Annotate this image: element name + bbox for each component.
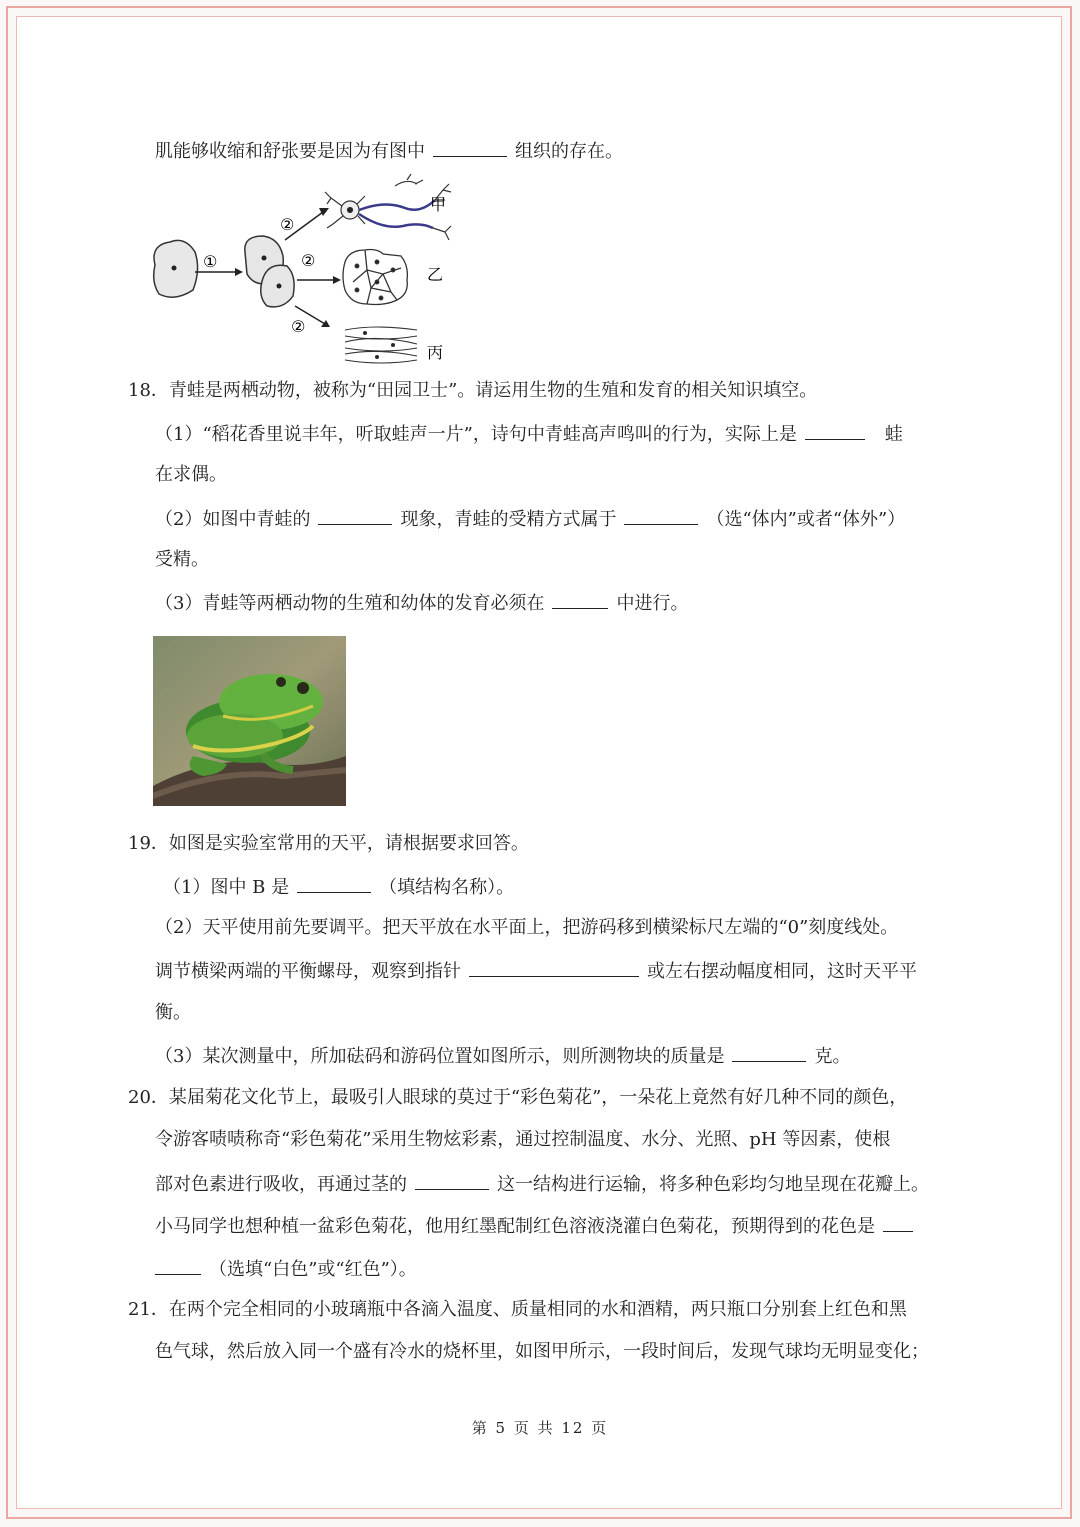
- answer-blank[interactable]: [883, 1213, 913, 1232]
- answer-blank[interactable]: [155, 1256, 201, 1275]
- q18-p3-line: [155, 590, 688, 616]
- q20-line5: [155, 1256, 417, 1282]
- q18-p1-cont: 在求偶。: [155, 464, 227, 485]
- q19-p3-text-a: （3）某次测量中，所加砝码和游码位置如图所示，则所测物块的质量是: [155, 1046, 725, 1067]
- q18-p3-text-b: 中进行。: [616, 593, 689, 614]
- label-jia: 甲: [430, 195, 447, 214]
- step1-label: ①: [203, 252, 218, 271]
- q20-l3-text-b: 这一结构进行运输，将多种色彩均匀地呈现在花瓣上。: [497, 1174, 929, 1195]
- answer-blank[interactable]: [732, 1043, 806, 1062]
- label-yi: 乙: [427, 265, 444, 284]
- q19-p1-line: [163, 874, 514, 900]
- q20-line4: [155, 1213, 921, 1239]
- q18-stem: 18．青蛙是两栖动物，被称为“田园卫士”。请运用生物的生殖和发育的相关知识填空。: [128, 380, 818, 401]
- q19-p2-end: 衡。: [155, 1002, 191, 1023]
- q21-line2: 色气球，然后放入同一个盛有冷水的烧杯里，如图甲所示，一段时间后，发现气球均无明显变化；: [155, 1341, 929, 1362]
- q18-p1-text-b: 蛙: [884, 424, 903, 445]
- frog-photo: [153, 636, 346, 806]
- q18-p1-line: [155, 421, 903, 447]
- q20-l5-text: （选填“白色”或“红色”）。: [209, 1259, 417, 1280]
- answer-blank[interactable]: [552, 590, 608, 609]
- q18-p2-text-b: 现象，青蛙的受精方式属于: [400, 509, 617, 530]
- q18-p2-cont: 受精。: [155, 549, 209, 570]
- q17-tail-line: [155, 138, 623, 164]
- q18-p2-text-c: （选“体内”或者“体外”）: [706, 509, 906, 530]
- q18-p3-text-a: （3）青蛙等两栖动物的生殖和幼体的发育必须在: [155, 593, 545, 614]
- answer-blank[interactable]: [415, 1171, 489, 1190]
- epithelial-tissue: [343, 250, 407, 305]
- step2-mid-label: ②: [301, 251, 316, 270]
- answer-blank[interactable]: [805, 421, 865, 440]
- label-bing: 丙: [427, 343, 444, 362]
- q19-p2-line: （2）天平使用前先要调平。把天平放在水平面上，把游码移到横梁标尺左端的“0”刻度线处。: [155, 917, 899, 938]
- answer-blank[interactable]: [624, 506, 698, 525]
- q17-text-a: 肌能够收缩和舒张要是因为有图中: [155, 141, 425, 162]
- answer-blank[interactable]: [318, 506, 392, 525]
- step2-top-label: ②: [280, 215, 295, 234]
- q19-p2-text-b: 调节横梁两端的平衡螺母，观察到指针: [155, 961, 461, 982]
- cell-differentiation-figure: [145, 170, 465, 370]
- answer-blank[interactable]: [433, 138, 507, 157]
- q18-p2-text-a: （2）如图中青蛙的: [155, 509, 311, 530]
- q19-p3-line: [155, 1043, 850, 1069]
- q20-l3-text-a: 部对色素进行吸收，再通过茎的: [155, 1174, 407, 1195]
- q20-l4-text: 小马同学也想种植一盆彩色菊花，他用红墨配制红色溶液浇灌白色菊花，预期得到的花色是: [155, 1216, 875, 1237]
- muscle-tissue: [345, 327, 417, 363]
- q19-stem: 19．如图是实验室常用的天平，请根据要求回答。: [128, 833, 529, 854]
- q20-line3: [155, 1171, 929, 1197]
- q20-line1: 20．某届菊花文化节上，最吸引人眼球的莫过于“彩色菊花”，一朵花上竟然有好几种不同的颜色，: [128, 1087, 908, 1108]
- q18-p1-text-a: （1）“稻花香里说丰年，听取蛙声一片”，诗句中青蛙高声鸣叫的行为，实际上是: [155, 424, 797, 445]
- q19-p2-text-c: 或左右摆动幅度相同，这时天平平: [647, 961, 917, 982]
- answer-blank[interactable]: [469, 958, 639, 977]
- q20-line2: 令游客啧啧称奇“彩色菊花”采用生物炫彩素，通过控制温度、水分、光照、pH 等因素，使根: [155, 1129, 891, 1150]
- q19-p2-cont: [155, 958, 917, 984]
- q21-line1: 21．在两个完全相同的小玻璃瓶中各滴入温度、质量相同的水和酒精，两只瓶口分别套上红色和黑: [128, 1299, 907, 1320]
- page-number-footer: 第 5 页 共 12 页: [471, 1419, 609, 1437]
- q19-p1-text-b: （填结构名称）。: [379, 877, 515, 898]
- step2-bot-label: ②: [291, 317, 306, 336]
- q19-p3-text-b: 克。: [814, 1046, 851, 1067]
- q19-p1-text-a: （1）图中 B 是: [163, 877, 290, 898]
- answer-blank[interactable]: [297, 874, 371, 893]
- q17-text-b: 组织的存在。: [515, 141, 623, 162]
- q18-p2-line: [155, 506, 905, 532]
